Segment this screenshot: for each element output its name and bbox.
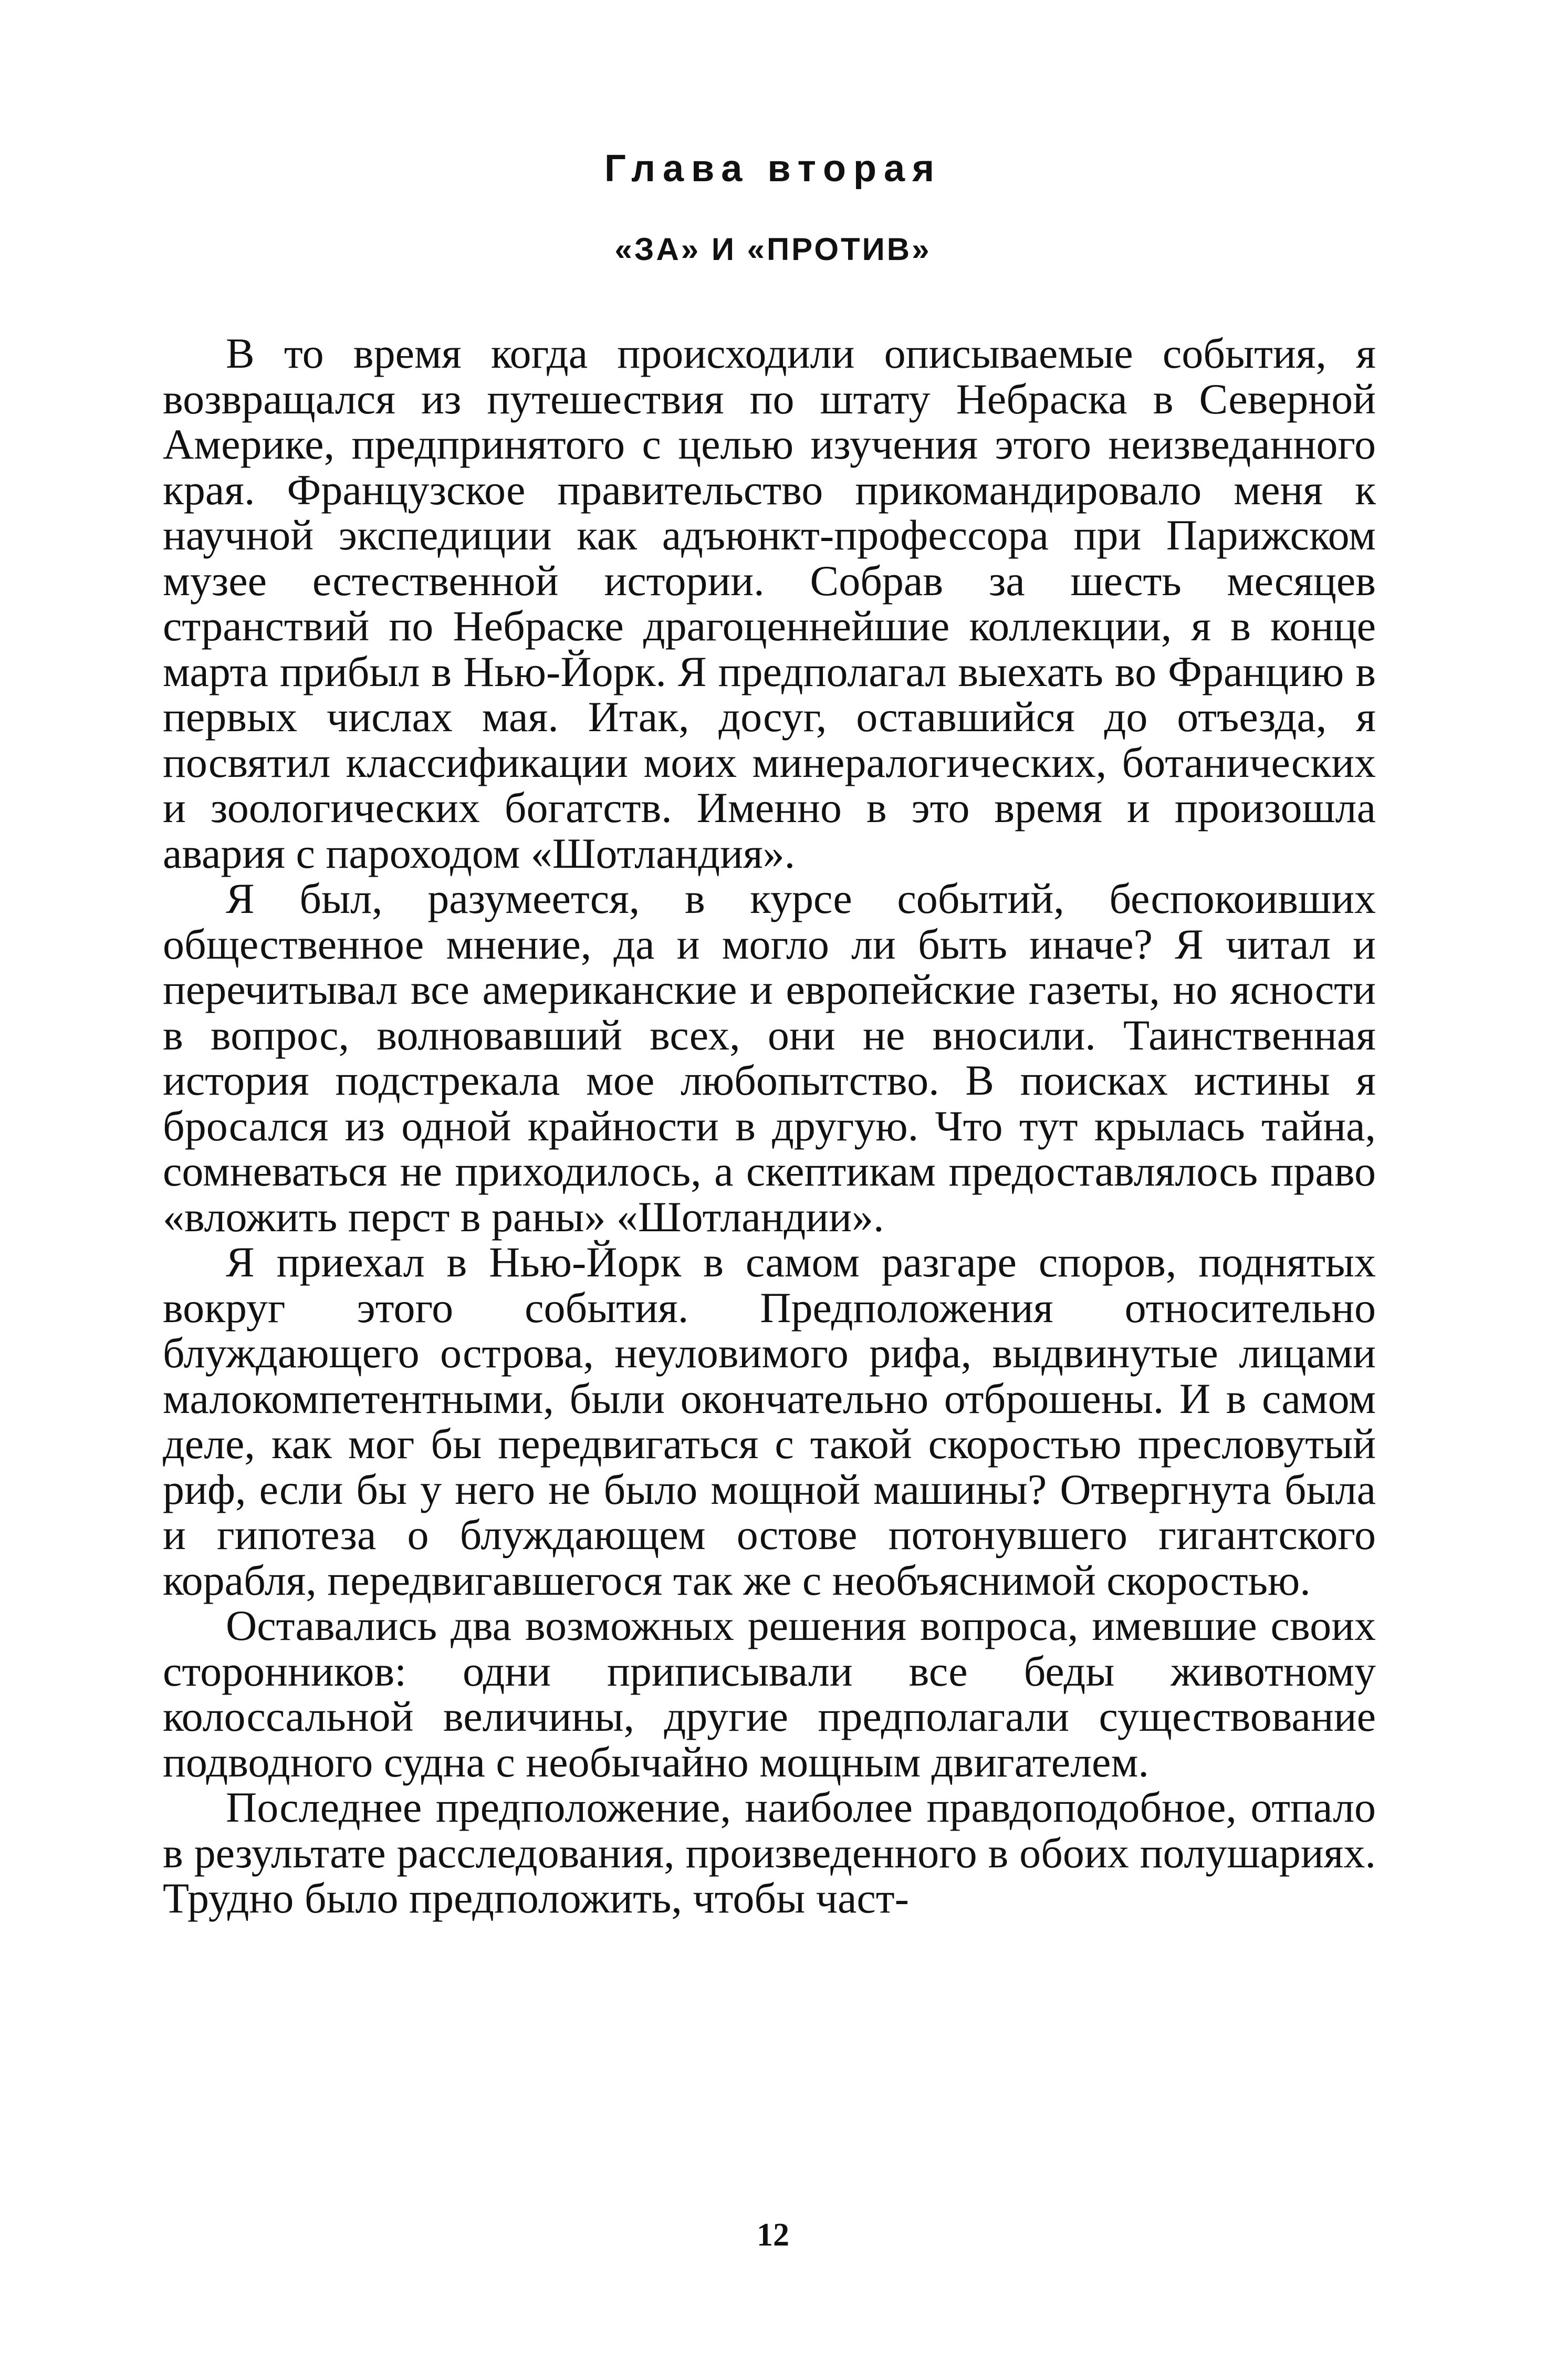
paragraph: Последнее предположение, наиболее правдоподобное, отпало в результате расследования, произведенного в обоих полушариях. Трудно было предположить, чтобы част- <box>163 1783 1376 1922</box>
paragraph: В то время когда происходили описываемые события, я возвращался из путешествия по штату Небраска в Северной Америке, предпринятого с целью изучения этого неизведанного края. Французское правительство прикомандировало меня к научной экспедиции как адъюнкт-профессора при Парижском музее естественной истории. Собрав за шесть месяцев странствий по Небраске драгоценнейшие коллекции, я в конце марта прибыл в Нью-Йорк. Я предполагал выехать во Францию в первых числах мая. Итак, досуг, оставшийся до отъезда, я посвятил классификации моих минералогических, ботанических и зоологических богатств. Именно в это время и произошла авария с пароходом «Шотландия». <box>163 329 1376 877</box>
page-number: 12 <box>757 2217 789 2253</box>
body-text <box>163 331 1376 1921</box>
chapter-title: Глава вторая <box>604 148 942 190</box>
paragraph: Оставались два возможных решения вопроса, имевшие своих сторонников: одни приписывали все беды животному колоссальной величины, другие предполагали существование подводного судна с необычайно мощным двигателем. <box>163 1602 1376 1786</box>
paragraph: Я был, разумеется, в курсе событий, беспокоивших общественное мнение, да и могло ли быть иначе? Я читал и перечитывал все американские и европейские газеты, но ясности в вопрос, волновавший всех, они не вносили. Таинственная история подстрекала мое любопытство. В поисках истины я бросался из одной крайности в другую. Что тут крылась тайна, сомневаться не приходилось, а скептикам предоставлялось право «вложить перст в раны» «Шотландии». <box>163 875 1376 1241</box>
paragraph: Я приехал в Нью-Йорк в самом разгаре споров, поднятых вокруг этого события. Предположения относительно блуждающего острова, неуловимого рифа, выдвинутые лицами малокомпетентными, были окончательно отброшены. И в самом деле, как мог бы передвигаться с такой скоростью пресловутый риф, если бы у него не было мощной машины? Отвергнута была и гипотеза о блуждающем остове потонувшего гигантского корабля, передвигавшегося так же с необъяснимой скоростью. <box>163 1238 1376 1604</box>
chapter-subtitle: «ЗА» И «ПРОТИВ» <box>614 232 932 267</box>
